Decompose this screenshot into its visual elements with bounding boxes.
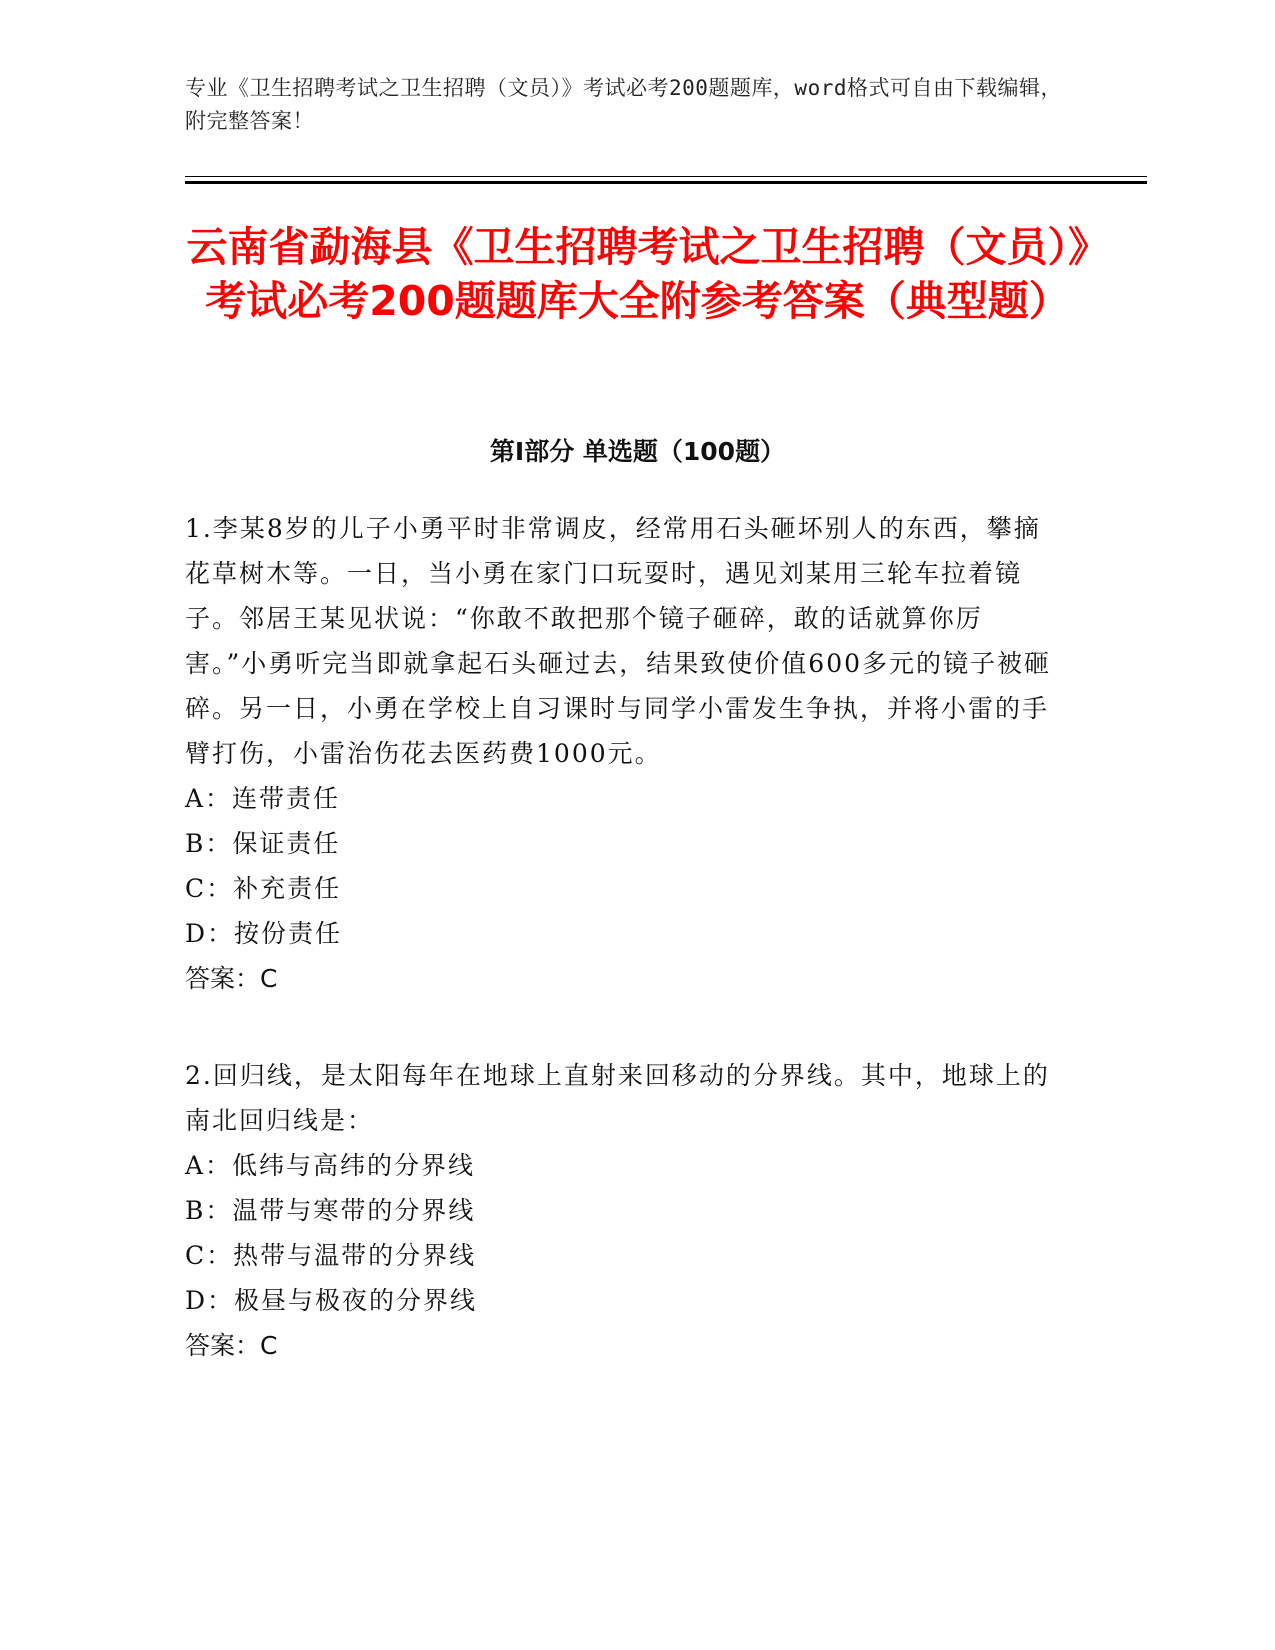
option-b: B：保证责任: [185, 829, 341, 858]
option-a: A：连带责任: [185, 784, 341, 813]
answer-line: 答案：C: [185, 1331, 278, 1360]
option-c: C：补充责任: [185, 874, 342, 903]
option-d: D：极昼与极夜的分界线: [185, 1286, 478, 1315]
section-title: 第I部分 单选题（100题）: [489, 437, 786, 466]
question-2: [185, 1053, 1065, 1368]
option-a: A：低纬与高纬的分界线: [185, 1151, 476, 1180]
question-stem: 2.回归线，是太阳每年在地球上直射来回移动的分界线。其中，地球上的南北回归线是：: [185, 1061, 1050, 1135]
question-1: [185, 506, 1065, 1001]
option-b: B：温带与寒带的分界线: [185, 1196, 476, 1225]
option-c: C：热带与温带的分界线: [185, 1241, 477, 1270]
document-title: 云南省勐海县《卫生招聘考试之卫生招聘（文员）》考试必考200题题库大全附参考答案（典型题）: [186, 223, 1089, 325]
header-rule-thick: [185, 181, 1147, 184]
question-stem: 1.李某8岁的儿子小勇平时非常调皮，经常用石头砸坏别人的东西，攀摘花草树木等。一日，当小勇在家门口玩耍时，遇见刘某用三轮车拉着镜子。邻居王某见状说：“你敢不敢把那个镜子砸碎，敢的话就算你厉害。”小勇听完当即就拿起石头砸过去，结果致使价值600多元的镜子被砸碎。另一日，小勇在学校上自习课时与同学小雷发生争执，并将小雷的手臂打伤，小雷治伤花去医药费1000元。: [185, 514, 1052, 768]
option-d: D：按份责任: [185, 919, 343, 948]
header-rule-thin: [185, 176, 1147, 177]
header-note: 专业《卫生招聘考试之卫生招聘（文员）》考试必考200题题库，word格式可自由下载编辑，附完整答案！: [185, 76, 1062, 133]
answer-line: 答案：C: [185, 964, 278, 993]
